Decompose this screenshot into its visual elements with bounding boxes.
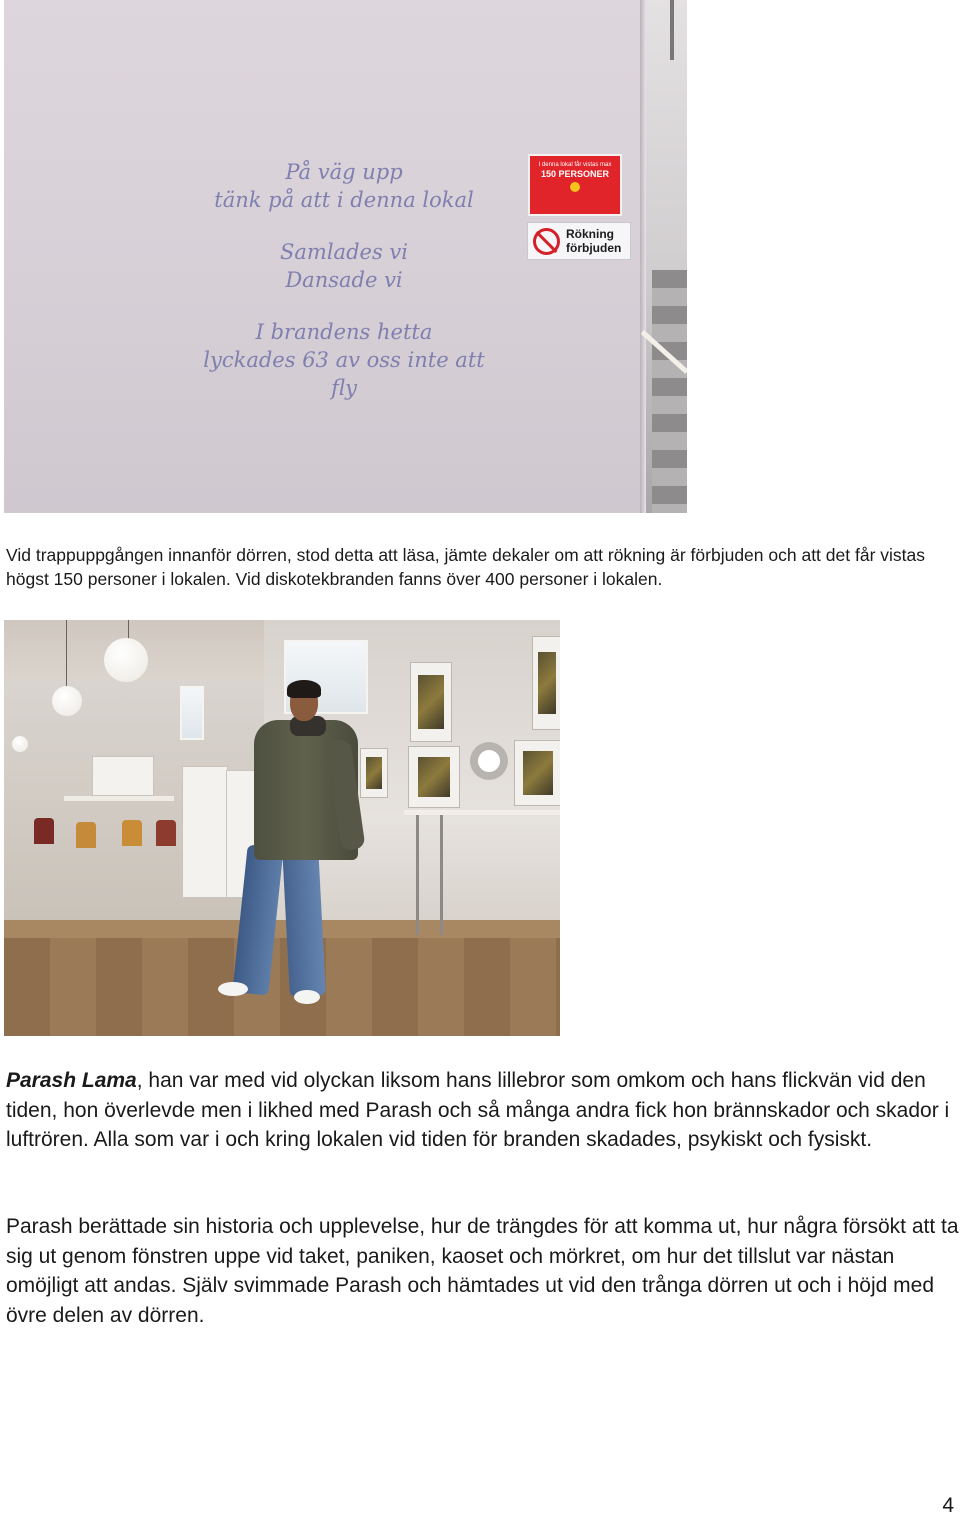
capacity-sign [528, 154, 622, 216]
window [180, 686, 204, 740]
chair [34, 818, 54, 844]
stairwell-wall-photo [4, 0, 687, 513]
no-smoking-text [566, 227, 621, 255]
table-leg [440, 815, 443, 935]
no-smoking-line: förbjuden [566, 241, 622, 255]
wooden-floor [4, 938, 560, 1036]
capacity-sign-text: I denna lokal får vistas max [538, 162, 612, 168]
wall-text-line: Samlades vi [280, 240, 408, 264]
wall-text-line: På väg upp [285, 160, 403, 184]
person-name: Parash Lama [6, 1069, 137, 1092]
wall-picture [532, 636, 560, 730]
pendant-lamp-icon [52, 686, 82, 716]
pendant-lamp-icon [12, 736, 28, 752]
wall-text-line: Dansade vi [285, 268, 403, 292]
cafe-table [64, 796, 174, 801]
lamp-cord [66, 620, 67, 688]
table-leg [416, 815, 419, 935]
photo-caption: Vid trappuppgången innanför dörren, stod detta att läsa, jämte dekaler om att rökning är förbjuden och att det får vistas högst 150 personer i lokalen. Vid diskotekbranden fanns över 400 personer i lokalen. [6, 545, 925, 589]
wall-picture [360, 748, 388, 798]
wall-text-line: I brandens hetta [255, 320, 433, 344]
person-hair [287, 680, 321, 698]
paragraph-parash-lama [6, 1066, 960, 1155]
page-number: 4 [942, 1494, 954, 1517]
wall-picture [410, 662, 452, 742]
chair [156, 820, 176, 846]
memorial-wall-text [194, 158, 494, 426]
pipe [670, 0, 674, 60]
chair [76, 822, 96, 848]
person-shoe [294, 990, 320, 1004]
no-smoking-icon [533, 228, 560, 255]
capacity-sign-number: 150 PERSONER [540, 169, 610, 179]
no-smoking-sign [527, 222, 631, 260]
paragraph-text: , han var med vid olyckan liksom hans lillebror som omkom och hans flickvän vid den tiden, hon överlevde men i likhed med Parash och så många andra fick hon brännskador och skador i luftrören. Alla som var i och kring lokalen vid tiden för branden skadades, psykiskt och fysiskt. [6, 1069, 950, 1151]
fire-service-crest-icon [570, 182, 580, 192]
paragraph-story: Parash berättade sin historia och upplevelse, hur de trängdes för att komma ut, hur några försökt att ta sig ut genom fönstren uppe vid taket, paniken, kaoset och mörkret, om hur det tillslut var nästan omöjligt att andas. Själv svimmade Parash och hämtades ut vid den trånga dörren ut och i höjd med övre delen av dörren. [6, 1215, 959, 1327]
wall-text-line: lyckades 63 av oss inte att fly [203, 348, 485, 400]
exhibition-panel [182, 766, 228, 898]
no-smoking-line: Rökning [566, 227, 614, 241]
round-vent-icon [470, 742, 508, 780]
wall-picture [514, 740, 560, 806]
chair [122, 820, 142, 846]
pendant-lamp-icon [104, 638, 148, 682]
wall-text-line: tänk på att i denna lokal [214, 188, 474, 212]
staircase [652, 270, 687, 513]
wall-picture [408, 746, 460, 808]
exhibition-board [92, 756, 154, 796]
person-shoe [218, 982, 248, 996]
wall-table [404, 810, 560, 815]
